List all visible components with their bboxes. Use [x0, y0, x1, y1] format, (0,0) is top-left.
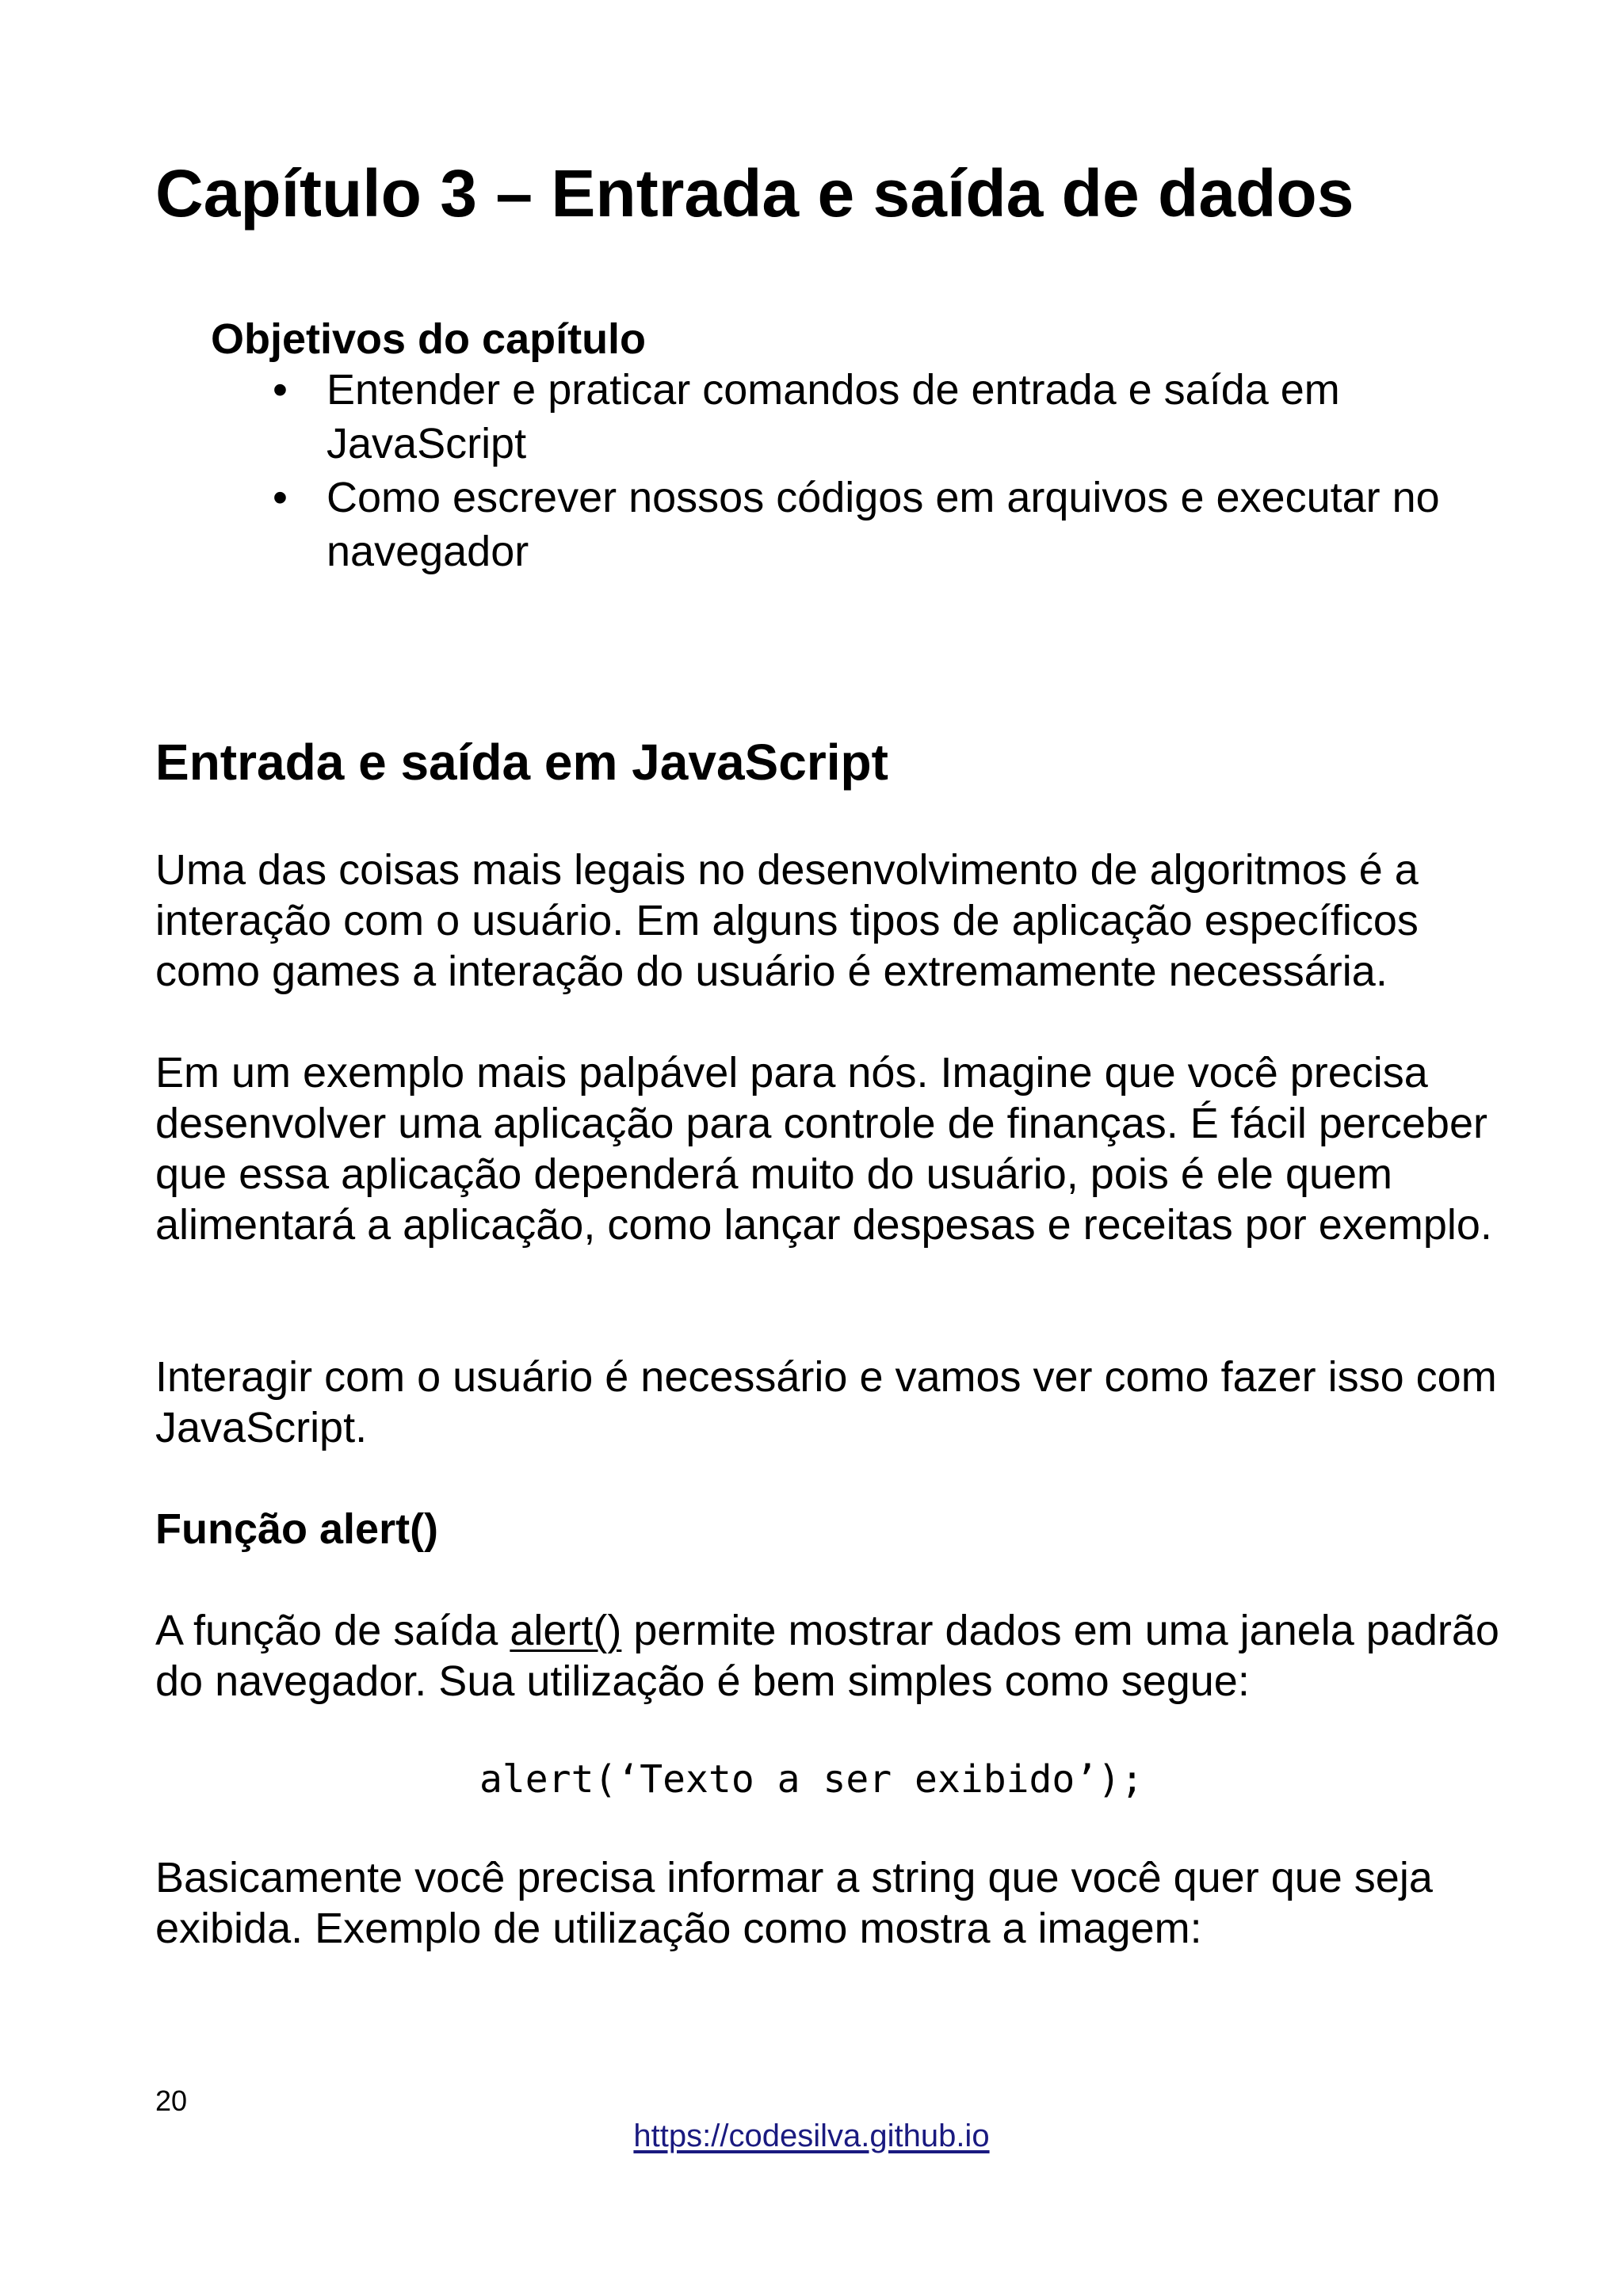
- alert-function-link[interactable]: alert(): [510, 1607, 622, 1654]
- paragraph-usage: Basicamente você precisa informar a string que você quer que seja exibida. Exemplo de utilização como mostra a imagem:: [155, 1854, 1433, 1952]
- objective-text: Entender e praticar comandos de entrada e saída em JavaScript: [327, 366, 1340, 467]
- code-example: alert(‘Texto a ser exibido’);: [479, 1757, 1144, 1802]
- paragraph-alert: [155, 1605, 1503, 1707]
- list-item: [273, 363, 1509, 471]
- paragraph-interaction: Interagir com o usuário é necessário e vamos ver como fazer isso com JavaScript.: [155, 1353, 1497, 1451]
- chapter-title: Capítulo 3 – Entrada e saída de dados: [155, 156, 1354, 231]
- bullet-icon: •: [273, 366, 288, 414]
- bullet-icon: •: [273, 474, 288, 521]
- paragraph-example: Em um exemplo mais palpável para nós. Imagine que você precisa desenvolver uma aplicação para controle de finanças. É fácil perceber que essa aplicação dependerá muito do usuário, pois é ele quem alimentará a aplicação, como lançar despesas e receitas por exemplo.: [155, 1049, 1492, 1249]
- objectives-list: [273, 363, 1509, 578]
- footer-link[interactable]: https://codesilva.github.io: [633, 2119, 990, 2153]
- function-heading: Função alert(): [155, 1505, 439, 1553]
- objective-text: Como escrever nossos códigos em arquivos e executar no navegador: [327, 474, 1440, 575]
- paragraph-intro: Uma das coisas mais legais no desenvolvimento de algoritmos é a interação com o usuário. Em alguns tipos de aplicação específicos como games a interação do usuário é extremamente necessária.: [155, 846, 1419, 995]
- section-title: Entrada e saída em JavaScript: [155, 734, 888, 791]
- objectives-title: Objetivos do capítulo: [211, 315, 647, 363]
- list-item: [273, 471, 1509, 578]
- alert-text-after: permite mostrar dados em uma janela padrão do navegador. Sua utilização é bem simples como segue:: [155, 1607, 1499, 1705]
- alert-text-before: A função de saída: [155, 1607, 510, 1654]
- page-number: 20: [155, 2084, 188, 2117]
